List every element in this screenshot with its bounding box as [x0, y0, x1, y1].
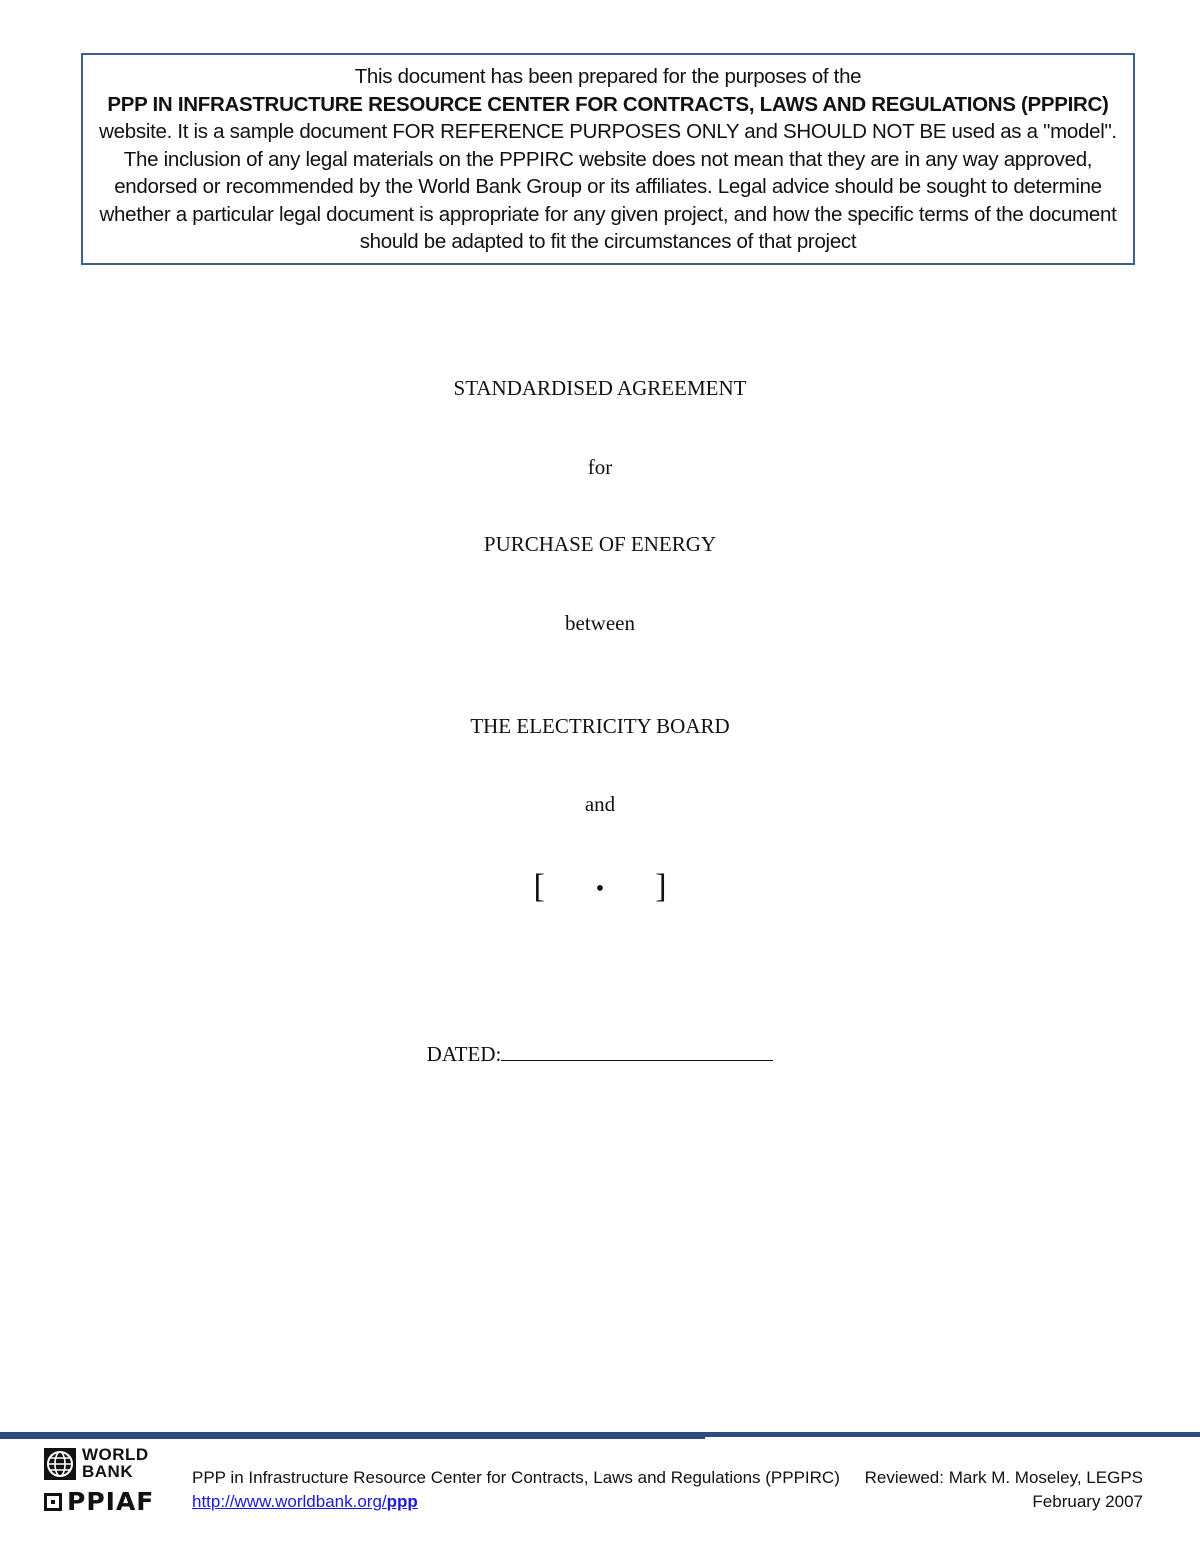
footer-center — [192, 1466, 840, 1514]
world-bank-line-1: WORLD — [82, 1445, 149, 1464]
footer-rule-thin — [0, 1437, 705, 1439]
between-text: between — [565, 611, 635, 635]
disclaimer-line-6: whether a particular legal document is appropriate for any given project, and how the specific terms of the document — [99, 202, 1117, 226]
world-bank-logo — [44, 1446, 164, 1482]
for-text: for — [587, 455, 613, 479]
bullet-icon: • — [595, 875, 605, 902]
footer-center-line: PPP in Infrastructure Resource Center for Contracts, Laws and Regulations (PPPIRC) — [192, 1468, 840, 1487]
dated-line — [0, 1040, 1200, 1067]
reviewed-by: Reviewed: Mark M. Moseley, LEGPS — [864, 1468, 1143, 1487]
agreement-title: STANDARDISED AGREEMENT — [453, 376, 747, 400]
date-blank — [501, 1040, 773, 1061]
worldbank-ppp-link[interactable] — [192, 1492, 418, 1511]
party-two-placeholder — [0, 868, 1200, 906]
square-icon — [44, 1493, 62, 1511]
open-bracket: [ — [533, 868, 545, 905]
ppiaf-wordmark: PPIAF — [67, 1487, 155, 1516]
link-bold: ppp — [386, 1492, 418, 1511]
world-bank-line-2: BANK — [82, 1462, 134, 1481]
ppiaf-logo — [44, 1487, 184, 1516]
disclaimer-line-4: The inclusion of any legal materials on the PPPIRC website does not mean that they are in any way approved, — [123, 147, 1093, 171]
and-text: and — [584, 792, 616, 816]
disclaimer-line-1: This document has been prepared for the purposes of the — [354, 65, 862, 88]
agreement-subject: PURCHASE OF ENERGY — [483, 532, 717, 556]
dated-label: DATED: — [426, 1042, 502, 1066]
link-prefix: http://www.worldbank.org/ — [192, 1492, 387, 1511]
close-bracket: ] — [655, 868, 667, 905]
disclaimer-line-3: website. It is a sample document FOR REFERENCE PURPOSES ONLY and SHOULD NOT BE used as a "model". — [99, 120, 1117, 143]
globe-icon — [44, 1448, 76, 1480]
disclaimer-line-5: endorsed or recommended by the World Bank Group or its affiliates. Legal advice should be sought to determine — [114, 175, 1102, 198]
footer-right — [865, 1466, 1143, 1514]
footer-date: February 2007 — [1032, 1492, 1143, 1511]
world-bank-wordmark — [82, 1446, 149, 1480]
disclaimer-box — [81, 53, 1135, 265]
disclaimer-line-7: should be adapted to fit the circumstances of that project — [359, 230, 857, 253]
party-one: THE ELECTRICITY BOARD — [470, 714, 730, 738]
disclaimer-line-2: PPP IN INFRASTRUCTURE RESOURCE CENTER FOR CONTRACTS, LAWS AND REGULATIONS (PPPIRC) — [107, 92, 1109, 116]
